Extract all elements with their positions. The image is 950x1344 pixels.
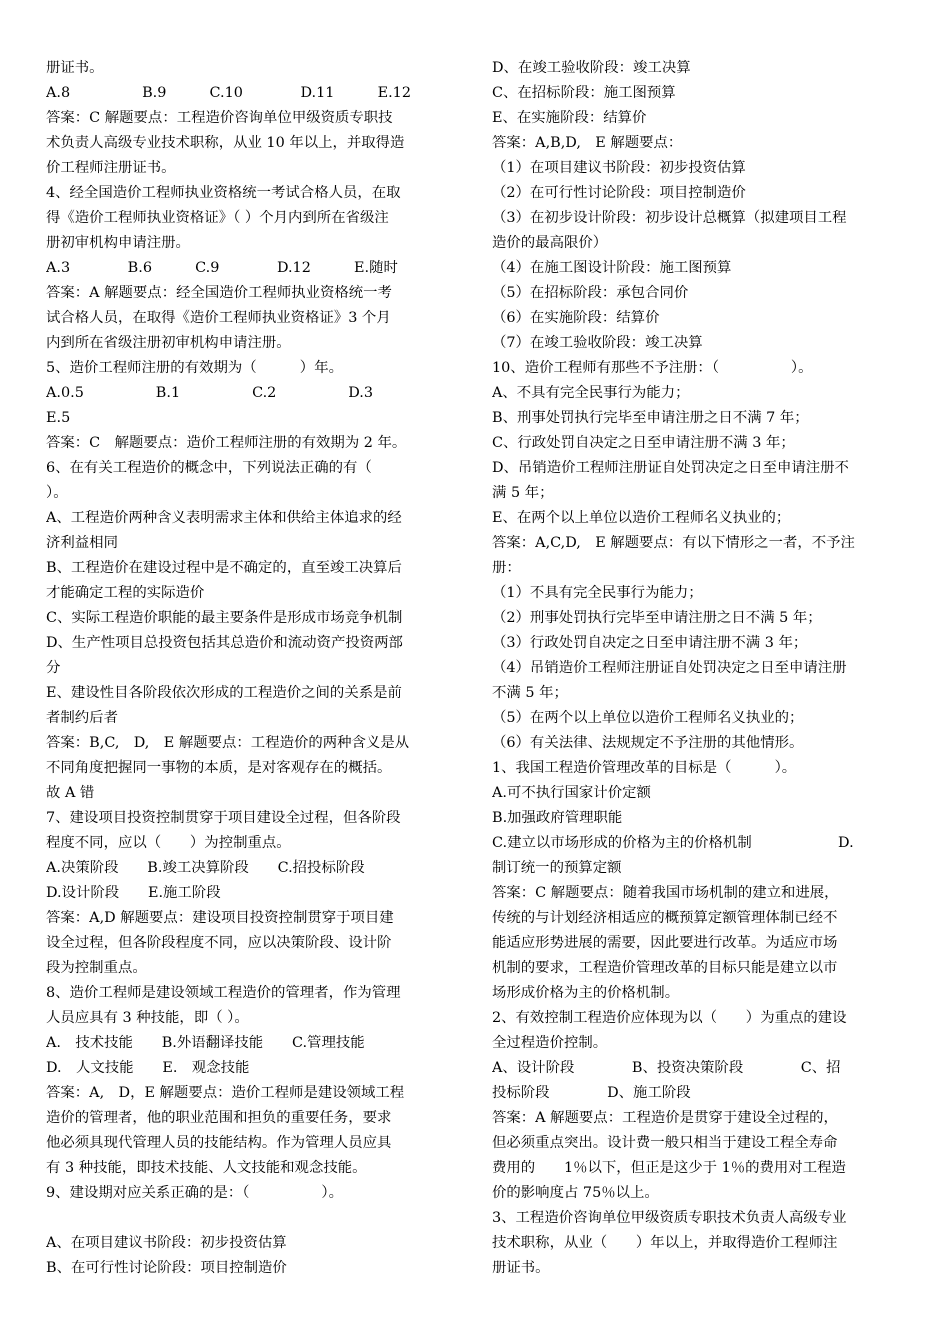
text-line: 册证书。 [46, 60, 104, 76]
text-line: 术负责人高级专业技术职称，从业 10 年以上，并取得造 [46, 135, 405, 151]
text-line: 造价的最高限价） [492, 235, 608, 251]
text-line: 1、我国工程造价管理改革的目标是（ ）。 [492, 760, 797, 776]
text-line: 答案：A,C,D, E 解题要点：有以下情形之一者，不予注 [492, 535, 855, 551]
text-line: （7）在竣工验收阶段：竣工决算 [492, 335, 703, 351]
text-line: 技术职称，从业（ ）年以上，并取得造价工程师注 [492, 1235, 838, 1251]
right-column [492, 56, 904, 1281]
text-line: D、吊销造价工程师注册证自处罚决定之日至申请注册不 [492, 460, 849, 476]
text-line: C、在招标阶段：施工图预算 [492, 85, 676, 101]
text-line: 价的影响度占 75％以上。 [492, 1185, 659, 1201]
text-line: 有 3 种技能，即技术技能、人文技能和观念技能。 [46, 1160, 367, 1176]
text-line: 设全过程，但各阶段程度不同，应以决策阶段、设计阶 [46, 935, 392, 951]
text-line: A、设计阶段 B、投资决策阶段 C、招 [492, 1060, 841, 1076]
text-line: 程度不同，应以（ ）为控制重点。 [46, 835, 291, 851]
text-line: 答案：A 解题要点：工程造价是贯穿于建设全过程的， [492, 1110, 838, 1126]
text-line: A、工程造价两种含义表明需求主体和供给主体追求的经 [46, 510, 402, 526]
text-line: （3）行政处罚自决定之日至申请注册不满 3 年； [492, 635, 808, 651]
text-line: 答案：A,D 解题要点：建设项目投资控制贯穿于项目建 [46, 910, 394, 926]
text-line: E、建设性目各阶段依次形成的工程造价之间的关系是前 [46, 685, 402, 701]
text-line: （5）在两个以上单位以造价工程师名义执业的； [492, 710, 804, 726]
text-line: （3）在初步设计阶段：初步设计总概算（拟建项目工程 [492, 210, 847, 226]
text-line: 7、建设项目投资控制贯穿于项目建设全过程，但各阶段 [46, 810, 401, 826]
text-line: C、实际工程造价职能的最主要条件是形成市场竞争机制 [46, 610, 403, 626]
text-line: 者制约后者 [46, 710, 118, 726]
text-line: A、不具有完全民事行为能力； [492, 385, 690, 401]
text-line: 4、经全国造价工程师执业资格统一考试合格人员，在取 [46, 185, 401, 201]
text-line: 制订统一的预算定额 [492, 860, 622, 876]
text-line: 能适应形势进展的需要，因此要进行改革。为适应市场 [492, 935, 838, 951]
text-line: 册初审机构申请注册。 [46, 235, 190, 251]
text-line: A.可不执行国家计价定额 [492, 785, 651, 801]
text-line: 册： [492, 560, 521, 576]
text-line: A.决策阶段 B.竣工决算阶段 C.招投标阶段 [46, 860, 365, 876]
text-line: A.0.5 B.1 C.2 D.3 [46, 385, 374, 401]
text-line: （2）在可行性讨论阶段：项目控制造价 [492, 185, 746, 201]
text-line: C、行政处罚自决定之日至申请注册不满 3 年； [492, 435, 795, 451]
text-line: 答案：C 解题要点：工程造价咨询单位甲级资质专职技 [46, 110, 393, 126]
text-line: 6、在有关工程造价的概念中，下列说法正确的有（ [46, 460, 372, 476]
text-line: 2、有效控制工程造价应体现为以（ ）为重点的建设 [492, 1010, 847, 1026]
text-line: 9、建设期对应关系正确的是：（ ）。 [46, 1185, 343, 1201]
text-line: 答案：B,C, D, E 解题要点：工程造价的两种含义是从 [46, 735, 410, 751]
text-line: 10、造价工程师有那些不予注册：（ ）。 [492, 360, 813, 376]
text-line: 人员应具有 3 种技能，即（ ）。 [46, 1010, 249, 1026]
text-line: B、刑事处罚执行完毕至申请注册之日不满 7 年； [492, 410, 809, 426]
text-line: 才能确定工程的实际造价 [46, 585, 205, 601]
text-line: 8、造价工程师是建设领域工程造价的管理者，作为管理 [46, 985, 401, 1001]
text-line: B、工程造价在建设过程中是不确定的，直至竣工决算后 [46, 560, 402, 576]
text-line: 3、工程造价咨询单位甲级资质专职技术负责人高级专业 [492, 1210, 847, 1226]
text-line: 传统的与计划经济相适应的概预算定额管理体制已经不 [492, 910, 838, 926]
text-line: E、在实施阶段：结算价 [492, 110, 647, 126]
text-line: 答案：C 解题要点：造价工程师注册的有效期为 2 年。 [46, 435, 407, 451]
text-line: D.设计阶段 E.施工阶段 [46, 885, 221, 901]
text-line: E、在两个以上单位以造价工程师名义执业的； [492, 510, 791, 526]
text-line: ）。 [46, 485, 68, 501]
text-line: （1）在项目建议书阶段：初步投资估算 [492, 160, 746, 176]
text-line: 价工程师注册证书。 [46, 160, 176, 176]
text-line: D. 人文技能 E. 观念技能 [46, 1060, 250, 1076]
text-line: （4）在施工图设计阶段：施工图预算 [492, 260, 732, 276]
text-line: 机制的要求，工程造价管理改革的目标只能是建立以市 [492, 960, 838, 976]
text-line: 不满 5 年； [492, 685, 568, 701]
text-line: 济利益相同 [46, 535, 118, 551]
text-line: （2）刑事处罚执行完毕至申请注册之日不满 5 年； [492, 610, 822, 626]
text-line: 答案：A,B,D, E 解题要点： [492, 135, 683, 151]
text-line [46, 1206, 458, 1231]
text-line: B.加强政府管理职能 [492, 810, 623, 826]
text-line: 但必须重点突出。设计费一般只相当于建设工程全寿命 [492, 1135, 838, 1151]
text-line: 得《造价工程师执业资格证》（ ）个月内到所在省级注 [46, 210, 389, 226]
text-line: （4）吊销造价工程师注册证自处罚决定之日至申请注册 [492, 660, 847, 676]
text-line: 答案：A 解题要点：经全国造价工程师执业资格统一考 [46, 285, 392, 301]
text-line: 费用的 1％以下，但正是这少于 1％的费用对工程造 [492, 1160, 846, 1176]
text-line: 场形成价格为主的价格机制。 [492, 985, 680, 1001]
text-line: E.5 [46, 410, 71, 426]
text-line: A.3 B.6 C.9 D.12 E.随时 [46, 260, 398, 276]
text-line: D、在竣工验收阶段：竣工决算 [492, 60, 691, 76]
text-line: （1）不具有完全民事行为能力； [492, 585, 703, 601]
text-line: A.8 B.9 C.10 D.11 E.12 [46, 85, 411, 101]
text-line: 故 A 错 [46, 785, 95, 801]
text-line: 答案：C 解题要点：随着我国市场机制的建立和进展， [492, 885, 839, 901]
text-line: 答案：A, D，E 解题要点：造价工程师是建设领域工程 [46, 1085, 405, 1101]
text-line: 分 [46, 660, 61, 676]
text-line: （5）在招标阶段：承包合同价 [492, 285, 689, 301]
text-line: 试合格人员，在取得《造价工程师执业资格证》3 个月 [46, 310, 391, 326]
text-line: 满 5 年； [492, 485, 554, 501]
text-line: （6）有关法律、法规规定不予注册的其他情形。 [492, 735, 804, 751]
text-line: 内到所在省级注册初审机构申请注册。 [46, 335, 291, 351]
text-line: D、生产性项目总投资包括其总造价和流动资产投资两部 [46, 635, 403, 651]
text-line: 5、造价工程师注册的有效期为（ ）年。 [46, 360, 343, 376]
text-line: 造价的管理者，他的职业范围和担负的重要任务，要求 [46, 1110, 392, 1126]
text-line: 不同角度把握同一事物的本质，是对客观存在的概括。 [46, 760, 392, 776]
text-line: 册证书。 [492, 1260, 550, 1276]
text-line: 他必须具现代管理人员的技能结构。作为管理人员应具 [46, 1135, 392, 1151]
text-line: A、在项目建议书阶段：初步投资估算 [46, 1235, 287, 1251]
text-line: A. 技术技能 B.外语翻译技能 C.管理技能 [46, 1035, 365, 1051]
text-line: B、在可行性讨论阶段：项目控制造价 [46, 1260, 287, 1276]
text-line: C.建立以市场形成的价格为主的价格机制 D. [492, 835, 854, 851]
left-column [46, 56, 458, 1281]
text-line: 投标阶段 D、施工阶段 [492, 1085, 691, 1101]
text-line: 全过程造价控制。 [492, 1035, 608, 1051]
text-line: （6）在实施阶段：结算价 [492, 310, 660, 326]
text-line: 段为控制重点。 [46, 960, 147, 976]
